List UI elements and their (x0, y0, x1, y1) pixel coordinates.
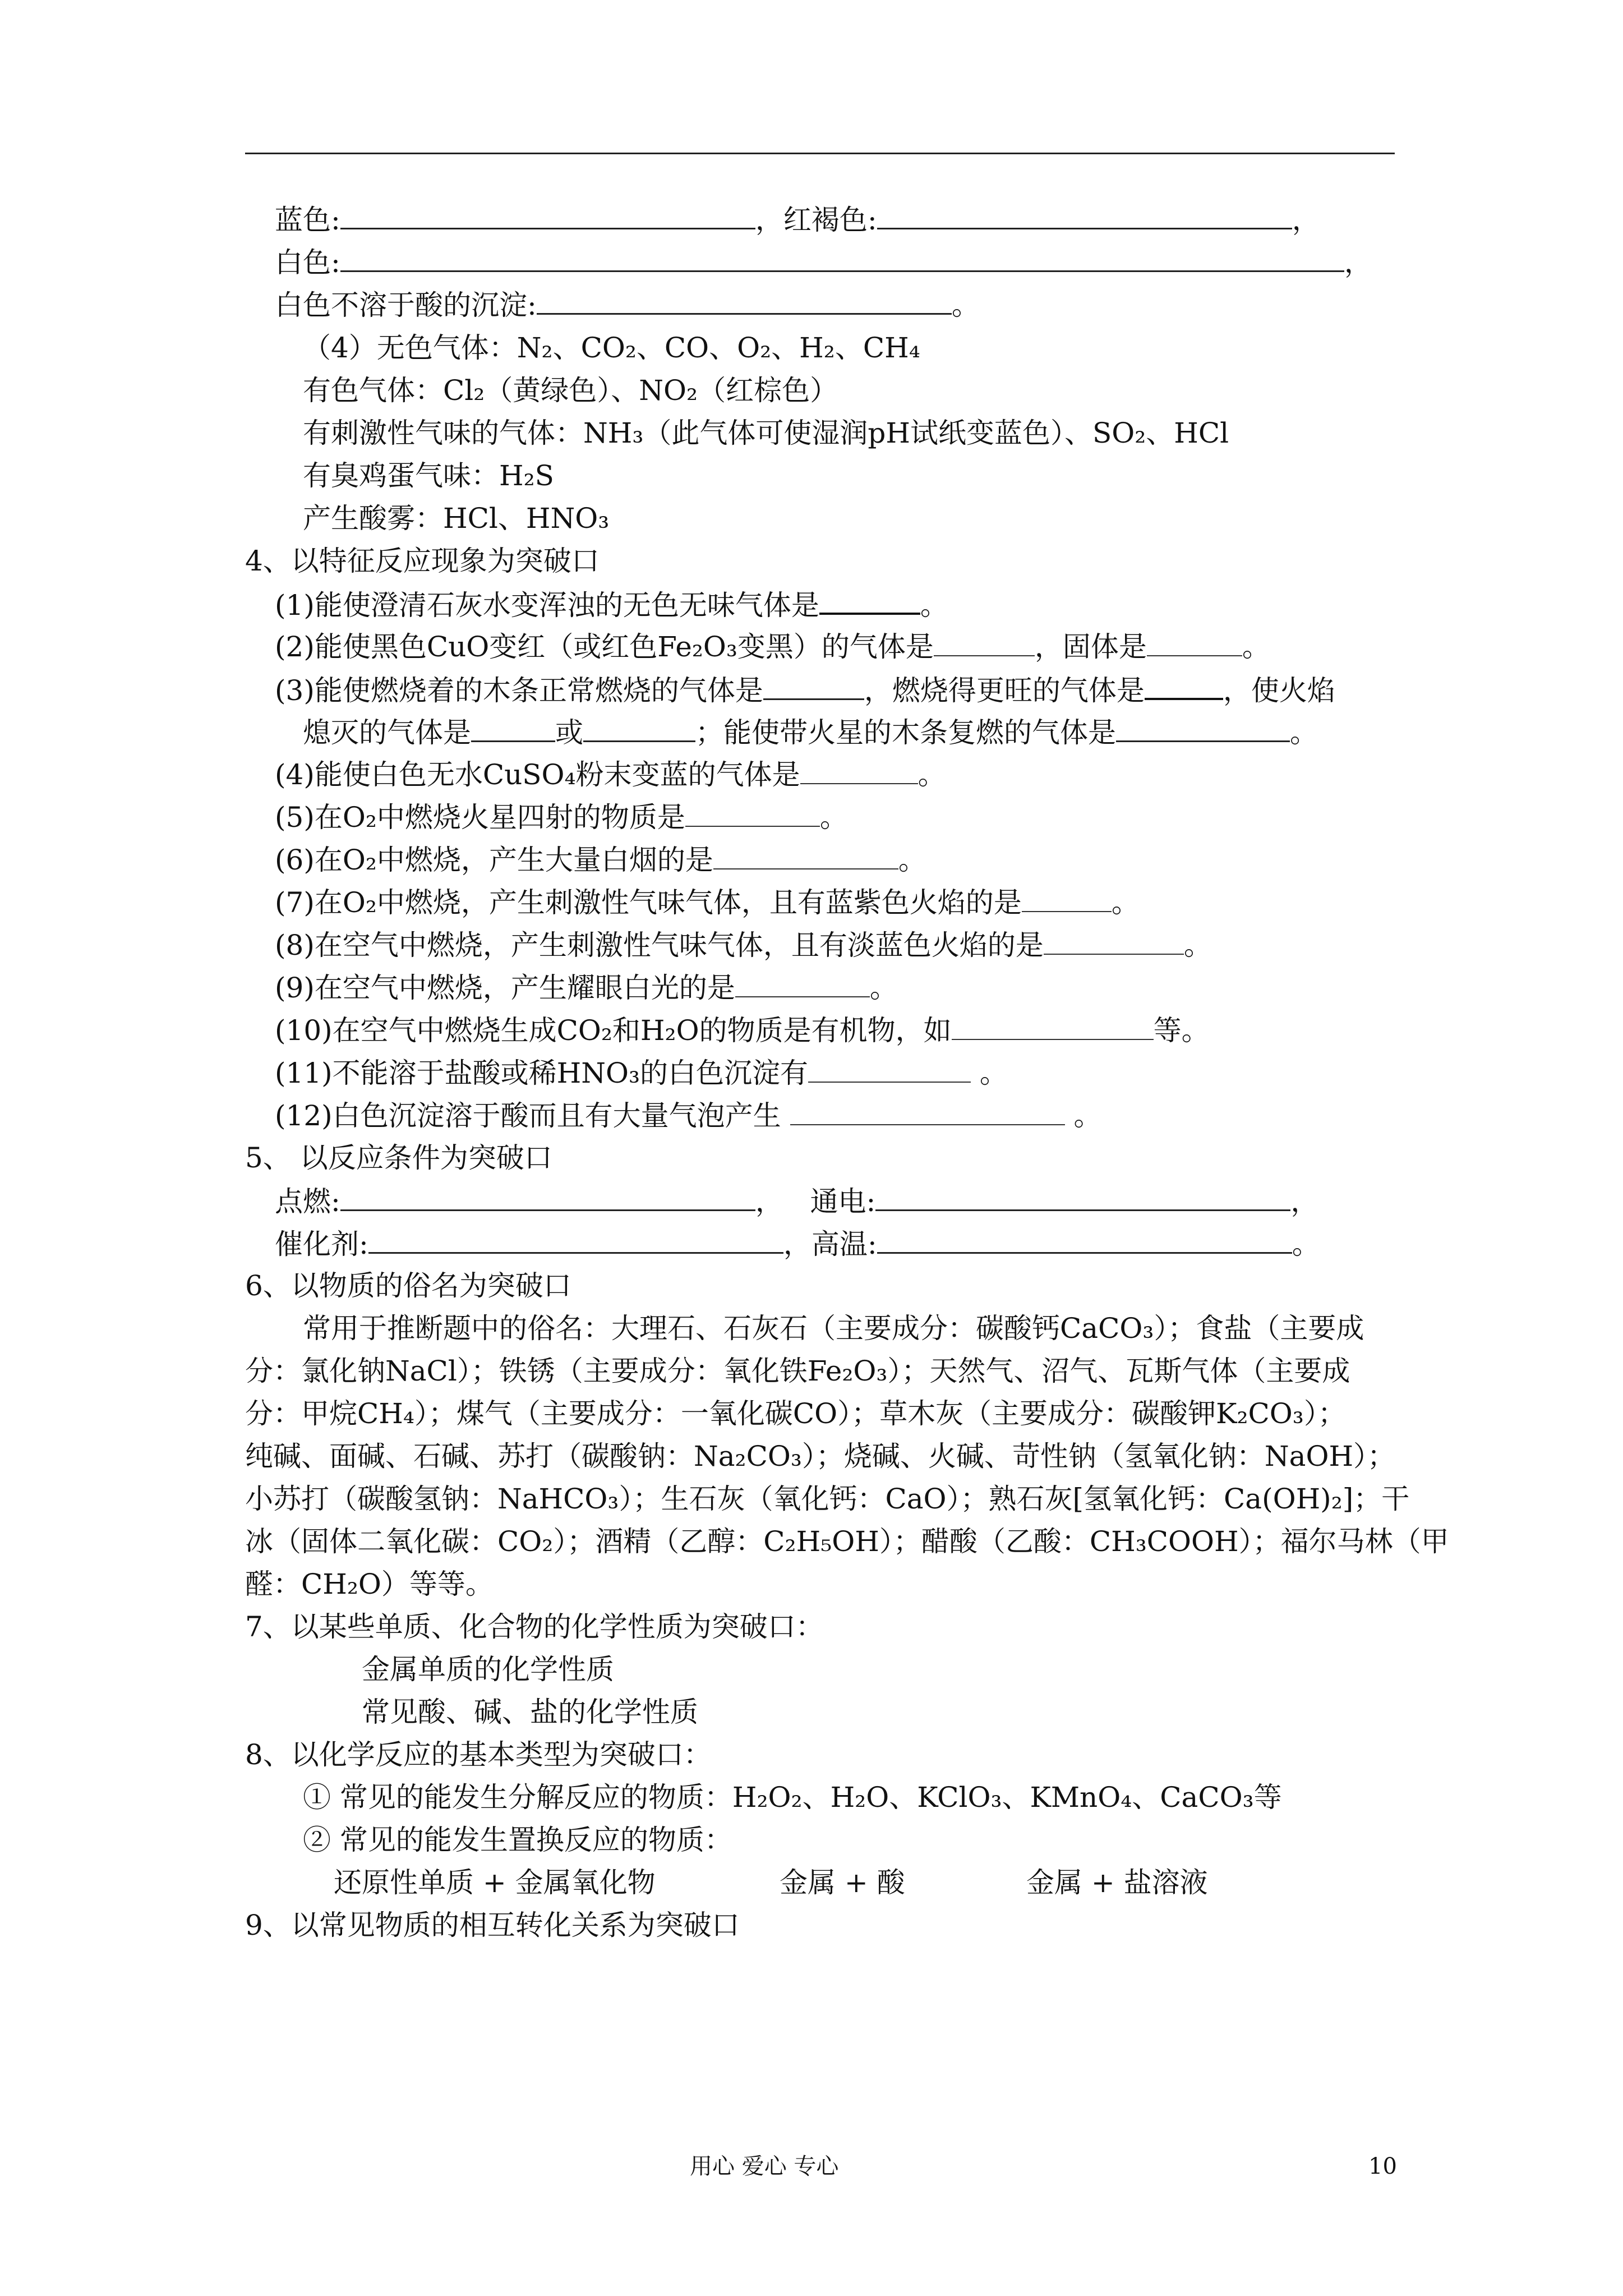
blank-red-brown[interactable] (877, 202, 1292, 229)
s4-q5: (5)在O₂中燃烧火星四射的物质是 。 (275, 801, 848, 834)
blank-s4-q3-extinguish-1[interactable] (471, 715, 555, 742)
blank-s4-q5[interactable] (685, 800, 820, 827)
gases-acid-mist: 产生酸雾：HCl、HNO₃ (303, 502, 610, 535)
s4-q4: (4)能使白色无水CuSO₄粉末变蓝的气体是 。 (275, 758, 946, 791)
header-rule (245, 153, 1395, 154)
s8-reaction-2: 金属 + 酸 (780, 1866, 905, 1899)
label-red-brown: ，红褐色: (755, 204, 877, 236)
s6-line-4: 小苏打（碳酸氢钠：NaHCO₃）；生石灰（氧化钙：CaO）；熟石灰[氢氧化钙：Ca(OH)₂]；干 (245, 1483, 1410, 1515)
s4-q2-text: (2)能使黑色CuO变红（或红色Fe₂O₃变黑）的气体是 (275, 631, 934, 663)
gases-colorless: （4）无色气体：N₂、CO₂、CO、O₂、H₂、CH₄ (303, 332, 920, 364)
blank-s4-q3-rekindle[interactable] (1116, 715, 1290, 742)
label-ignite: 点燃: (275, 1185, 340, 1218)
blank-electric[interactable] (875, 1184, 1290, 1211)
s4-q1: (1)能使澄清石灰水变浑浊的无色无味气体是 。 (275, 587, 948, 622)
section6-title: 6、以物质的俗名为突破口 (245, 1269, 571, 1302)
s4-q3 (275, 672, 1335, 707)
blank-catalyst[interactable] (368, 1226, 783, 1254)
blank-s4-q2-gas[interactable] (934, 629, 1035, 656)
footer-motto: 用心 爱心 专心 (690, 2154, 839, 2179)
s4-q6: (6)在O₂中燃烧，产生大量白烟的是 。 (275, 844, 926, 876)
label-blue: 蓝色: (275, 204, 340, 236)
s4-q12: (12)白色沉淀溶于酸而且有大量气泡产生 。 (275, 1099, 1102, 1132)
s6-line-3: 纯碱、面碱、石碱、苏打（碳酸钠：Na₂CO₃）；烧碱、火碱、苛性钠（氢氧化钠：NaOH）； (245, 1440, 1396, 1473)
gases-colored: 有色气体：Cl₂（黄绿色）、NO₂（红棕色） (303, 374, 838, 407)
line-white-insoluble: 白色不溶于酸的沉淀: 。 (275, 287, 980, 322)
s5-line1: 点燃: ， 通电: ， (275, 1184, 1318, 1218)
s8-item2: ② 常见的能发生置换反应的物质： (303, 1824, 732, 1856)
s8-reaction-1: 还原性单质 + 金属氧化物 (334, 1866, 656, 1899)
label-catalyst: 催化剂: (275, 1228, 368, 1260)
s6-line-1: 分：氯化钠NaCl）；铁锈（主要成分：氧化铁Fe₂O₃）；天然气、沼气、瓦斯气体（主要成 (245, 1355, 1350, 1387)
s5-line2: 催化剂: ，高温: 。 (275, 1226, 1320, 1261)
label-white: 白色: (275, 246, 340, 279)
blank-s4-q2-solid[interactable] (1147, 629, 1242, 656)
s4-q3-cont: 熄灭的气体是 或 ；能使带火星的木条复燃的气体是 。 (303, 715, 1318, 749)
blank-s4-q9[interactable] (735, 970, 870, 997)
blank-ignite[interactable] (340, 1184, 755, 1211)
s6-line-5: 冰（固体二氧化碳：CO₂）；酒精（乙醇：C₂H₅OH）；醋酸（乙酸：CH₃COOH）；福尔马林（甲 (245, 1525, 1449, 1558)
gases-rotten-egg: 有臭鸡蛋气味：H₂S (303, 459, 554, 492)
line-blue-redbrown: 蓝色: ，红褐色: ， (275, 202, 1320, 237)
blank-white-insoluble[interactable] (537, 287, 952, 315)
section9-title: 9、以常见物质的相互转化关系为突破口 (245, 1909, 740, 1941)
blank-s4-q3-extinguish-2[interactable] (583, 715, 695, 742)
blank-s4-q3-normal[interactable] (763, 673, 864, 700)
s4-q10 (275, 1013, 1210, 1047)
s4-q2-solid-text: ，固体是 (1034, 631, 1147, 663)
blank-s4-q1[interactable] (819, 587, 920, 615)
s4-q8: (8)在空气中燃烧，产生刺激性气味气体，且有淡蓝色火焰的是 。 (275, 929, 1212, 961)
s6-line-6: 醛：CH₂O）等等。 (245, 1568, 494, 1600)
label-electric: 通电: (810, 1185, 876, 1218)
blank-s4-q4[interactable] (800, 757, 918, 784)
label-white-insoluble: 白色不溶于酸的沉淀: (275, 289, 537, 321)
s4-q9-text: (9)在空气中燃烧，产生耀眼白光的是 (275, 972, 735, 1004)
blank-s4-q10[interactable] (952, 1013, 1154, 1040)
section7-title: 7、以某些单质、化合物的化学性质为突破口： (245, 1611, 824, 1643)
s4-q6-text: (6)在O₂中燃烧，产生大量白烟的是 (275, 844, 713, 876)
s4-q11-text: (11)不能溶于盐酸或稀HNO₃的白色沉淀有 (275, 1057, 809, 1089)
s4-q3-or-text: 或 (555, 716, 583, 749)
s8-item1: ① 常见的能发生分解反应的物质：H₂O₂、H₂O、KClO₃、KMnO₄、CaCO₃等 (303, 1781, 1282, 1814)
blank-s4-q8[interactable] (1044, 928, 1184, 955)
s4-q3-text: (3)能使燃烧着的木条正常燃烧的气体是 (275, 674, 763, 707)
s4-q3-brighter-text: ，燃烧得更旺的气体是 (864, 674, 1145, 707)
s7-item2: 常见酸、碱、盐的化学性质 (362, 1696, 698, 1728)
s8-reaction-3: 金属 + 盐溶液 (1026, 1866, 1208, 1899)
line-white: 白色: ， (275, 245, 1372, 279)
blank-s4-q11[interactable] (808, 1056, 971, 1083)
section8-title: 8、以化学反应的基本类型为突破口： (245, 1738, 712, 1771)
s6-line-0: 常用于推断题中的俗名：大理石、石灰石（主要成分：碳酸钙CaCO₃）；食盐（主要成 (303, 1312, 1364, 1345)
gases-irritating: 有刺激性气味的气体：NH₃（此气体可使湿润pH试纸变蓝色）、SO₂、HCl (303, 417, 1229, 449)
page-number: 10 (1368, 2154, 1397, 2179)
s4-q3-extinguish-text: 熄灭的气体是 (303, 716, 471, 749)
s4-q7-text: (7)在O₂中燃烧，产生刺激性气味气体，且有蓝紫色火焰的是 (275, 886, 1022, 919)
s4-q9: (9)在空气中燃烧，产生耀眼白光的是 。 (275, 972, 898, 1004)
blank-white[interactable] (340, 245, 1344, 272)
s6-line-2: 分：甲烷CH₄）；煤气（主要成分：一氧化碳CO）；草木灰（主要成分：碳酸钾K₂CO₃）； (245, 1397, 1346, 1430)
section5-title: 5、 以反应条件为突破口 (245, 1142, 552, 1174)
s4-q10-etc: 等。 (1153, 1014, 1210, 1047)
s4-q7: (7)在O₂中燃烧，产生刺激性气味气体，且有蓝紫色火焰的是 。 (275, 886, 1140, 919)
s4-q5-text: (5)在O₂中燃烧火星四射的物质是 (275, 801, 685, 834)
label-high-temp: ，高温: (783, 1228, 877, 1260)
blank-s4-q6[interactable] (713, 843, 898, 869)
blank-s4-q3-brighter[interactable] (1145, 672, 1223, 700)
s4-q3-flame-text: ，使火焰 (1223, 674, 1335, 707)
s4-q11: (11)不能溶于盐酸或稀HNO₃的白色沉淀有 。 (275, 1057, 1008, 1089)
s4-q12-text: (12)白色沉淀溶于酸而且有大量气泡产生 (275, 1099, 781, 1132)
s4-q1-text: (1)能使澄清石灰水变浑浊的无色无味气体是 (275, 589, 819, 622)
blank-blue[interactable] (340, 202, 755, 229)
s7-item1: 金属单质的化学性质 (362, 1653, 614, 1686)
s4-q2: (2)能使黑色CuO变红（或红色Fe₂O₃变黑）的气体是 ，固体是 。 (275, 631, 1270, 663)
s4-q10-text: (10)在空气中燃烧生成CO₂和H₂O的物质是有机物，如 (275, 1014, 952, 1047)
s4-q3-rekindle-text: ；能使带火星的木条复燃的气体是 (695, 716, 1116, 749)
s4-q4-text: (4)能使白色无水CuSO₄粉末变蓝的气体是 (275, 758, 800, 791)
blank-s4-q12[interactable] (790, 1098, 1065, 1125)
s4-q8-text: (8)在空气中燃烧，产生刺激性气味气体，且有淡蓝色火焰的是 (275, 929, 1044, 961)
blank-s4-q7[interactable] (1022, 885, 1112, 912)
section4-title: 4、以特征反应现象为突破口 (245, 545, 600, 577)
blank-high-temp[interactable] (877, 1226, 1292, 1254)
